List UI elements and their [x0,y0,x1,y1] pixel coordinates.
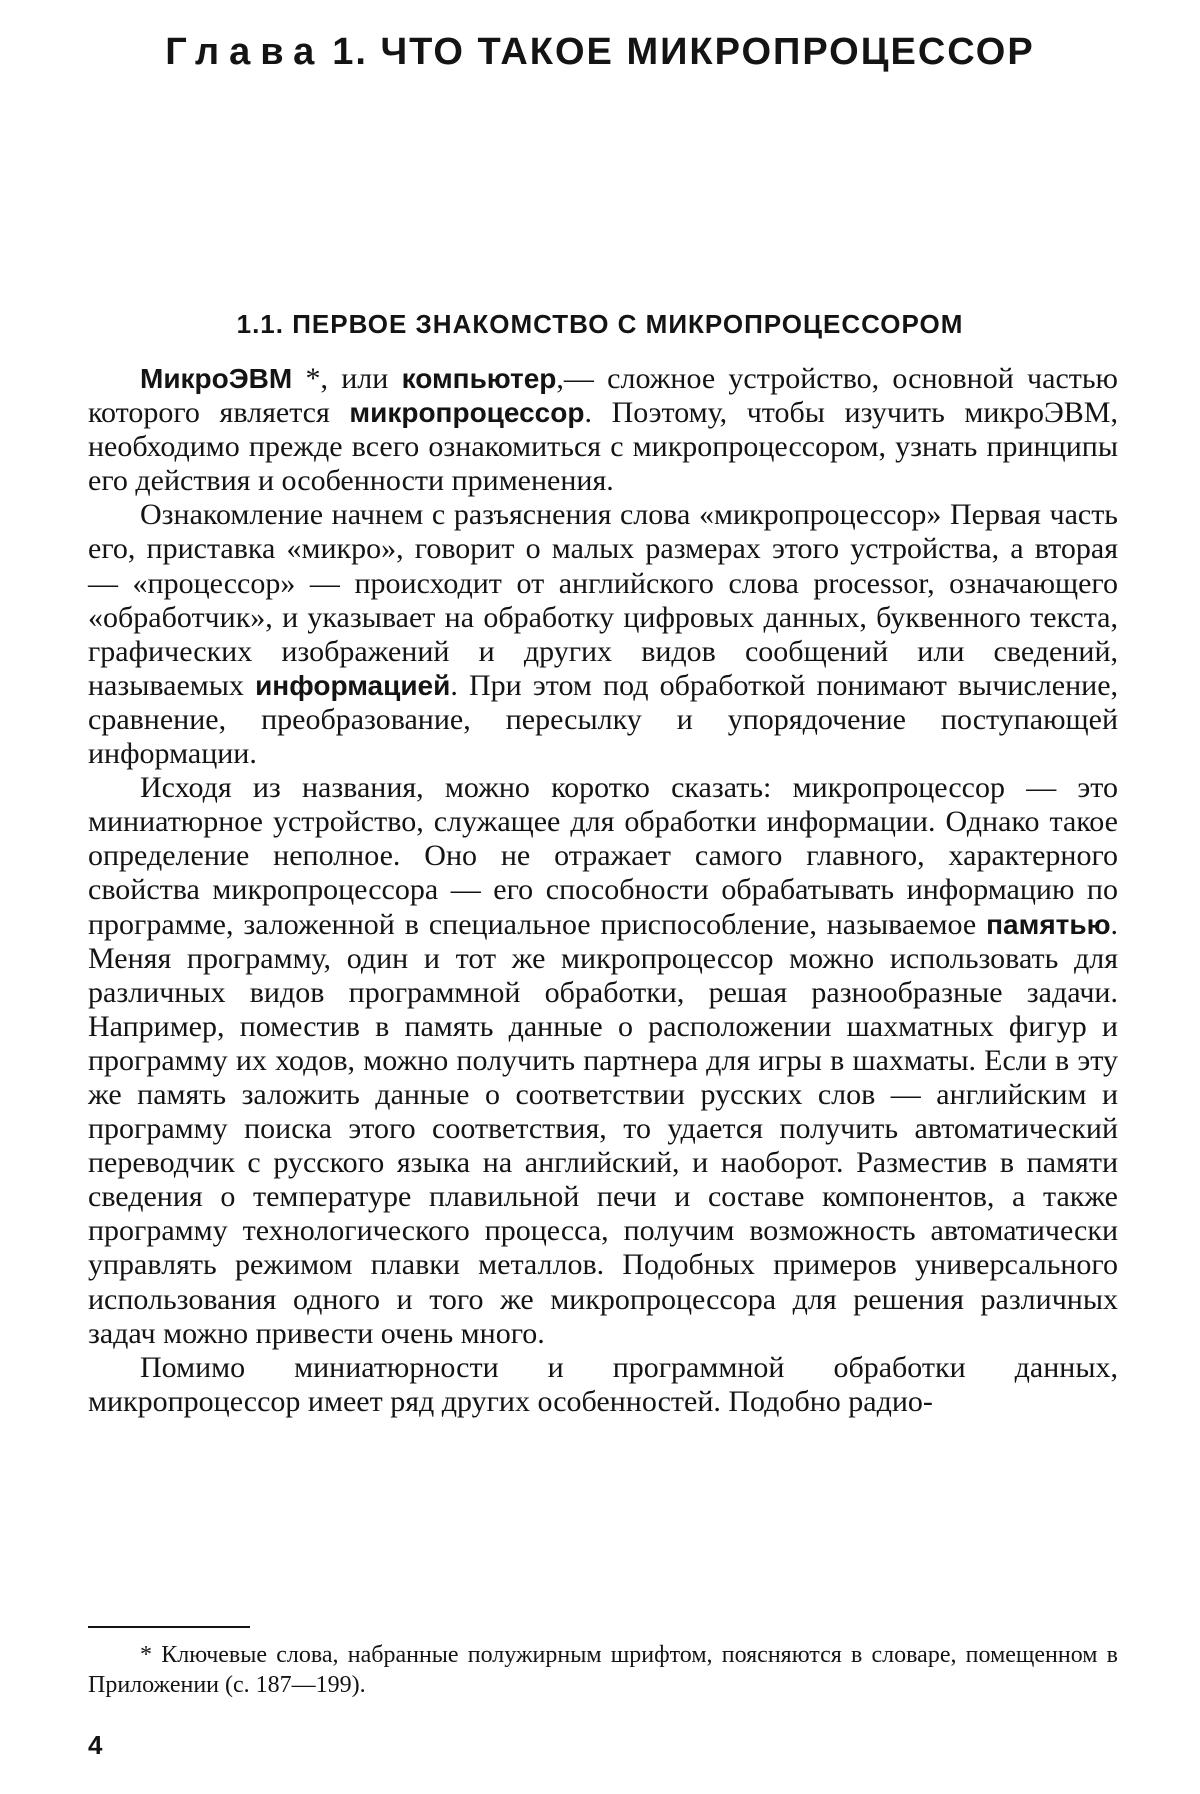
paragraph-4 [88,1351,1118,1419]
chapter-heading [0,26,1200,78]
body-text [88,362,1118,1419]
footnote-text: * Ключевые слова, набранные полужирным шрифтом, поясняются в словаре, помещенном в Приложении (с. 187—199). [88,1640,1118,1700]
chapter-prefix: Глава [165,31,324,73]
chapter-title: 1. ЧТО ТАКОЕ МИКРОПРОЦЕССОР [332,31,1034,73]
footnote [88,1640,1118,1700]
page-number: 4 [88,1730,102,1760]
text-run: . Поэтому, чтобы изучить микроЭВМ, необходимо прежде всего ознакомиться с микропроцессором, узнать принципы его действия и особенности применения. [88,396,1118,497]
footnote-divider [88,1626,250,1628]
term-microcomputer: МикроЭВМ [140,363,292,394]
term-microprocessor: микропроцессор [349,397,584,428]
text-run: . Меняя программу, один и тот же микропроцессор можно использовать для различных видов программной обработки, решая разнообразные задачи. Например, поместив в память данные о расположении шахматных фигур и программу их ходов, можно получить партнера для игры в шахматы. Если в эту же память заложить данные о соответствии русских слов — английским и программу поиска этого соответствия, то удается получить автоматический переводчик с русского языка на английский, и наоборот. Разместив в памяти сведения о температуре плавильной печи и составе компонентов, а также программу технологического процесса, получим возможность автоматически управлять режимом плавки металлов. Подобных примеров универсального использования одного и того же микропроцессора для решения различных задач можно привести очень много. [88,908,1118,1350]
term-memory: памятью [986,909,1110,940]
term-computer: компьютер [402,363,557,394]
section-heading: 1.1. ПЕРВОЕ ЗНАКОМСТВО С МИКРОПРОЦЕССОРОМ [0,306,1200,342]
text-run: *, или [292,362,401,395]
text-run: ,— сложное устройство, основной частью которого является [88,362,1118,429]
paragraph-1 [88,362,1118,498]
term-information: информацией [255,670,450,701]
text-run: . При этом под обработкой понимают вычисление, сравнение, преобразование, пересылку и упорядочение поступающей информации. [88,669,1118,770]
text-run: Исходя из названия, можно коротко сказать: микропроцессор — это миниатюрное устройство, служащее для обработки информации. Однако такое определение неполное. Оно не отражает самого главного, характерного свойства микропроцессора — его способности обрабатывать информацию по программе, заложенной в специальное приспособление, называемое [88,771,1118,940]
book-page [0,0,1200,1794]
paragraph-3 [88,771,1118,1351]
text-run: Помимо миниатюрности и программной обработки данных, микропроцессор имеет ряд других особенностей. Подобно радио- [88,1351,1118,1418]
text-run: Ознакомление начнем с разъяснения слова «микропроцессор» Первая часть его, приставка «микро», говорит о малых размерах этого устройства, а вторая — «процессор» — происходит от английского слова processor, означающего «обработчик», и указывает на обработку цифровых данных, буквенного текста, графических изображений и других видов сообщений или сведений, называемых [88,498,1118,701]
paragraph-2 [88,498,1118,771]
